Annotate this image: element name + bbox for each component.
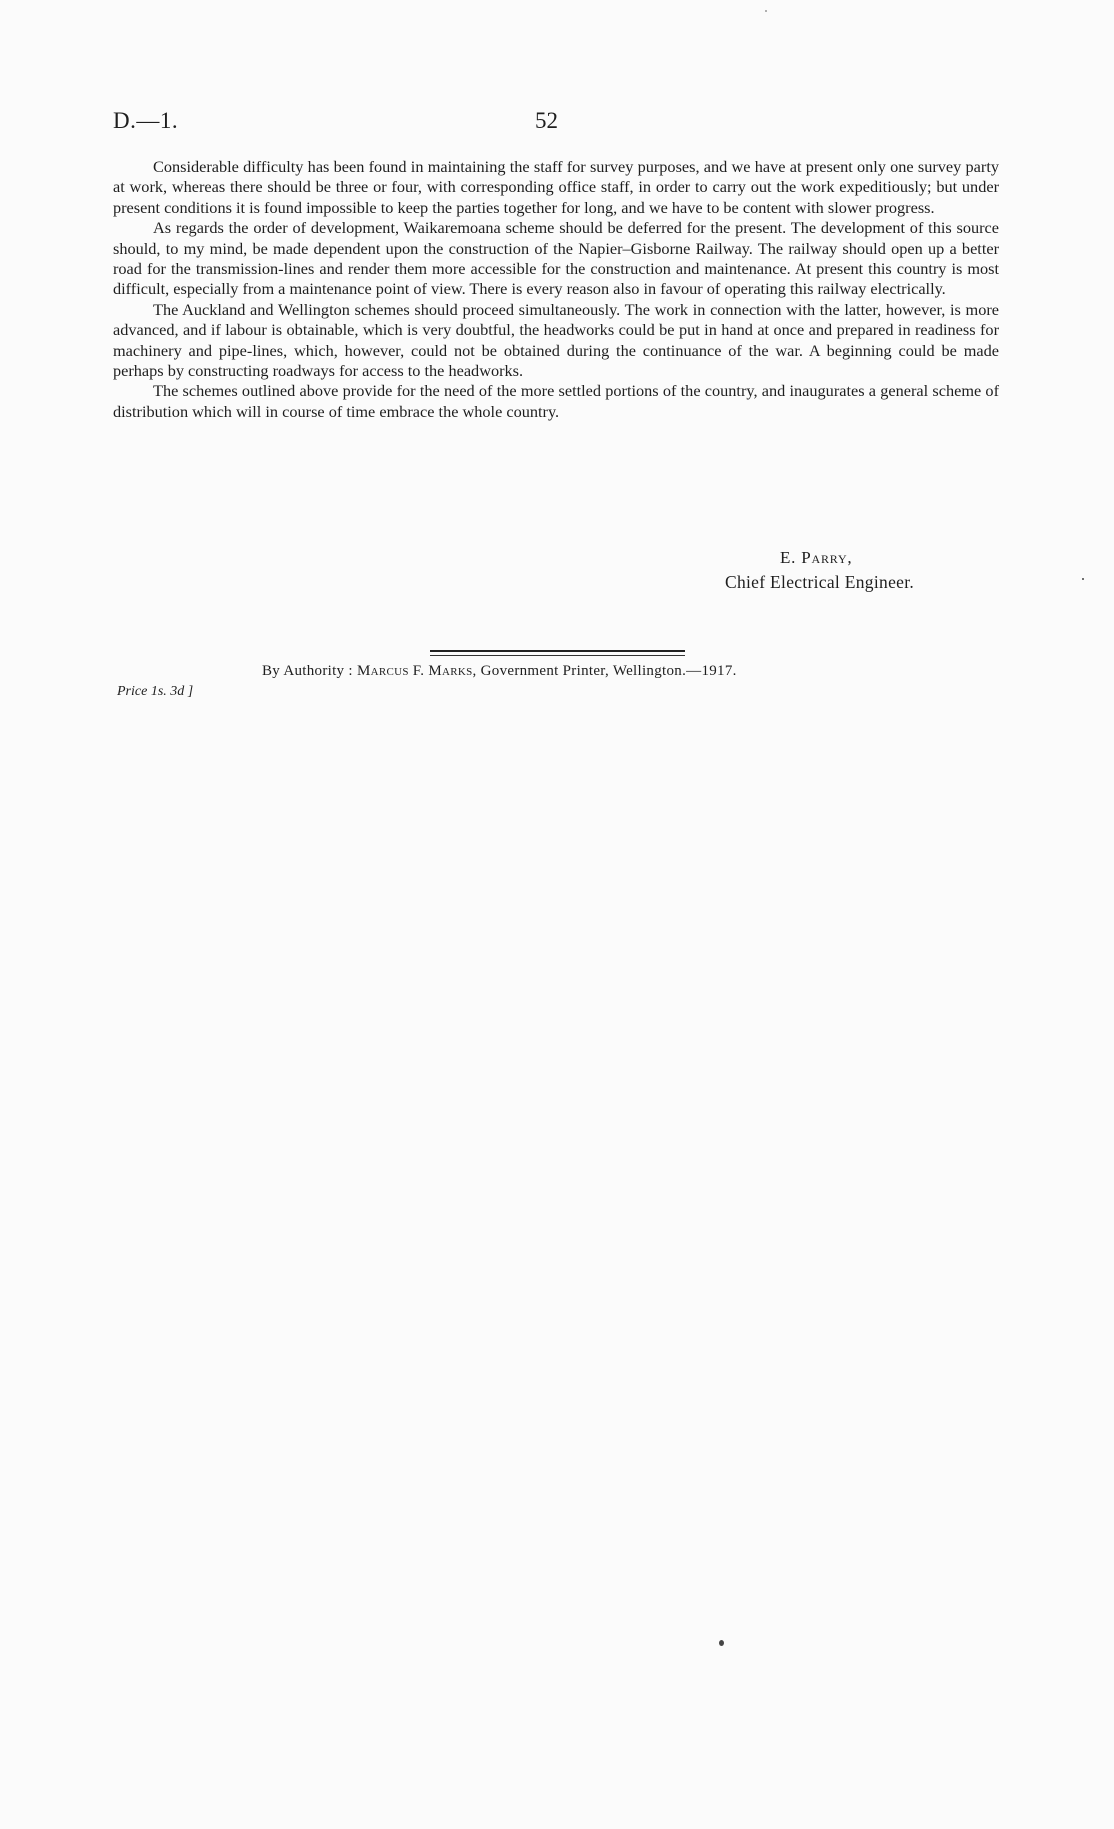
paragraph: The Auckland and Wellington schemes should proceed simultaneously. The work in connection with the latter, however, is more advanced, and if labour is obtainable, which is very doubtful, the headworks could be put in hand at once and prepared in readiness for machinery and pipe-lines, which, however, could not be obtained during the continuance of the war. A beginning could be made perhaps by constructing roadways for access to the headworks. xyxy=(113,299,999,381)
paragraph: As regards the order of development, Waikaremoana scheme should be deferred for the present. The development of this source should, to my mind, be made dependent upon the construction of the Napier–Gisborne Railway. The railway should open up a better road for the transmission-lines and render them more accessible for the construction and maintenance. At present this country is most difficult, especially from a maintenance point of view. There is every reason also in favour of operating this railway electrically. xyxy=(113,218,999,299)
document-reference: D.—1. xyxy=(113,108,179,133)
signature-name: E. Parry, xyxy=(780,548,853,567)
imprint-prefix: By Authority : xyxy=(262,663,357,679)
paragraph: Considerable difficulty has been found in maintaining the staff for survey purposes, and we have at present only one survey party at work, whereas there should be three or four, with corresponding office staff, in order to carry out the work expeditiously; but under present conditions it is found impossible to keep the parties together for long, and we have to be content with slower progress. xyxy=(113,157,999,217)
price-note: Price 1s. 3d ] xyxy=(117,684,194,699)
signature-title: Chief Electrical Engineer. xyxy=(725,572,915,592)
scan-speck xyxy=(1082,578,1084,580)
body-text xyxy=(113,157,999,422)
page-number: 52 xyxy=(535,108,558,133)
printer-imprint xyxy=(262,663,737,680)
imprint-suffix: , Government Printer, Wellington.—1917. xyxy=(472,663,737,679)
divider-rule xyxy=(430,655,685,656)
scan-speck xyxy=(765,10,767,12)
paragraph: The schemes outlined above provide for the need of the more settled portions of the country, and inaugurates a general scheme of distribution which will in course of time embrace the whole country. xyxy=(113,381,999,421)
divider-rule xyxy=(430,650,685,652)
imprint-printer: Marcus F. Marks xyxy=(356,663,473,679)
scan-speck xyxy=(719,1640,724,1646)
